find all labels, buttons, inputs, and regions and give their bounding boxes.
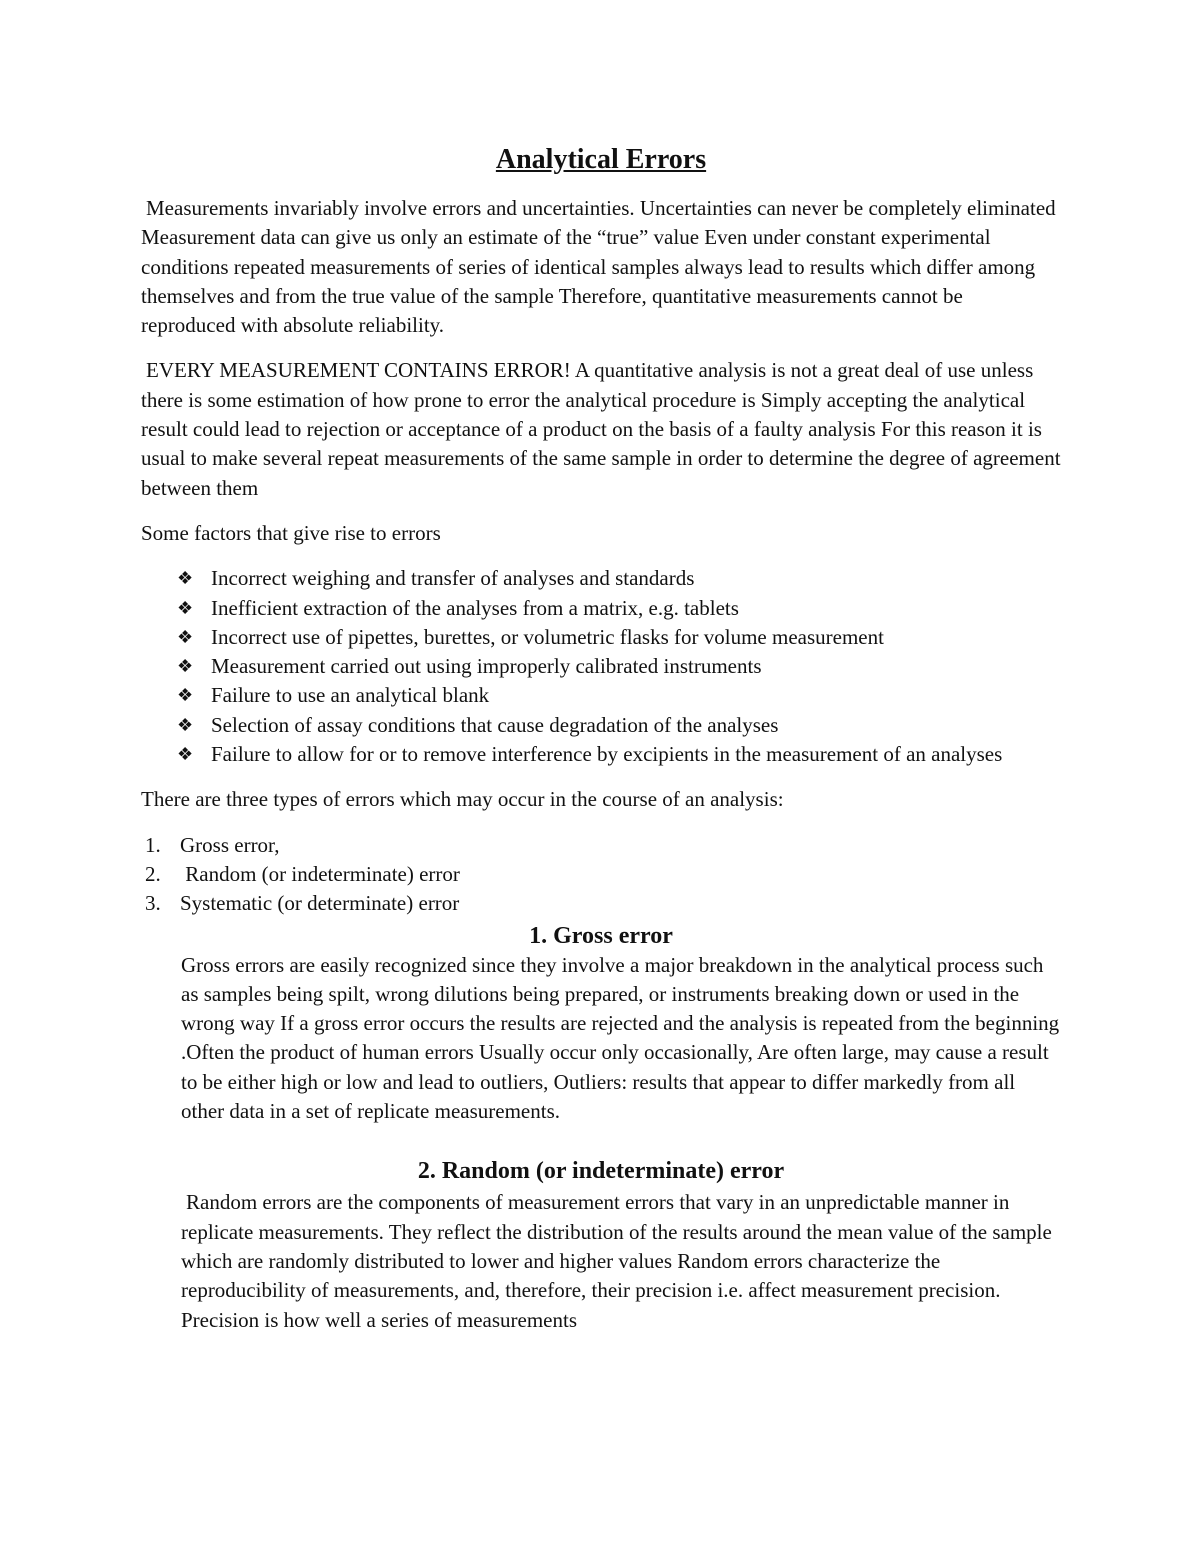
diamond-bullet-icon: ❖: [177, 597, 194, 618]
list-item: ❖ Incorrect weighing and transfer of analyses and standards: [141, 564, 1061, 593]
section-body-random-error: Random errors are the components of measurement errors that vary in an unpredictable manner in replicate measurements. They reflect the distribution of the results around the mean value of the sample which are randomly distributed to lower and higher values Random errors characterize the reproducibility of measurements, and, therefore, their precision i.e. affect measurement precision. Precision is how well a series of measurements: [181, 1190, 1052, 1332]
list-item: ❖ Selection of assay conditions that cause degradation of the analyses: [141, 711, 1061, 740]
section-body-gross-error: Gross errors are easily recognized since they involve a major breakdown in the analytical process such as samples being spilt, wrong dilutions being prepared, or instruments breaking down or used in the wrong way If a gross error occurs the results are rejected and the analysis is repeated from the beginning .Often the product of human errors Usually occur only occasionally, Are often large, may cause a result to be either high or low and lead to outliers, Outliers: results that appear to differ markedly from all other data in a set of replicate measurements.: [181, 952, 1060, 1124]
diamond-bullet-icon: ❖: [177, 568, 194, 589]
intro-paragraph: Measurements invariably involve errors and uncertainties. Uncertainties can never be completely eliminated Measurement data can give us only an estimate of the “true” value Even under constant experimental conditions repeated measurements of series of identical samples always lead to results which differ among themselves and from the true value of the sample Therefore, quantitative measurements cannot be reproduced with absolute reliability.: [141, 196, 1056, 338]
list-item: 3. Systematic (or determinate) error: [145, 891, 460, 916]
list-item: ❖ Measurement carried out using improperly calibrated instruments: [141, 652, 1061, 681]
list-item: ❖ Inefficient extraction of the analyses from a matrix, e.g. tablets: [141, 594, 1061, 623]
diamond-bullet-icon: ❖: [177, 626, 194, 647]
document-title: Analytical Errors: [495, 144, 707, 175]
list-item: ❖ Incorrect use of pipettes, burettes, or volumetric flasks for volume measurement: [141, 623, 1061, 652]
section-heading-gross-error: 1. Gross error: [529, 922, 673, 949]
error-paragraph: EVERY MEASUREMENT CONTAINS ERROR! A quantitative analysis is not a great deal of use unless there is some estimation of how prone to error the analytical procedure is Simply accepting the analytical result could lead to rejection or acceptance of a product on the basis of a faulty analysis For this reason it is usual to make several repeat measurements of the same sample in order to determine the degree of agreement between them: [141, 358, 1061, 500]
list-item: 2. Random (or indeterminate) error: [145, 861, 460, 886]
list-item: 1. Gross error,: [145, 832, 280, 857]
diamond-bullet-icon: ❖: [177, 744, 194, 765]
list-item: ❖ Failure to allow for or to remove interference by excipients in the measurement of an analyses: [141, 740, 1061, 769]
list-item: ❖ Failure to use an analytical blank: [141, 681, 1061, 710]
document-page: [141, 140, 1061, 1355]
section-heading-random-error: 2. Random (or indeterminate) error: [417, 1158, 785, 1185]
diamond-bullet-icon: ❖: [177, 656, 194, 677]
factors-intro: Some factors that give rise to errors: [141, 520, 441, 545]
types-list: [141, 831, 1061, 919]
diamond-bullet-icon: ❖: [177, 714, 194, 735]
types-intro: There are three types of errors which may occur in the course of an analysis:: [141, 787, 784, 812]
diamond-bullet-icon: ❖: [177, 685, 194, 706]
factors-list: [141, 564, 1061, 769]
